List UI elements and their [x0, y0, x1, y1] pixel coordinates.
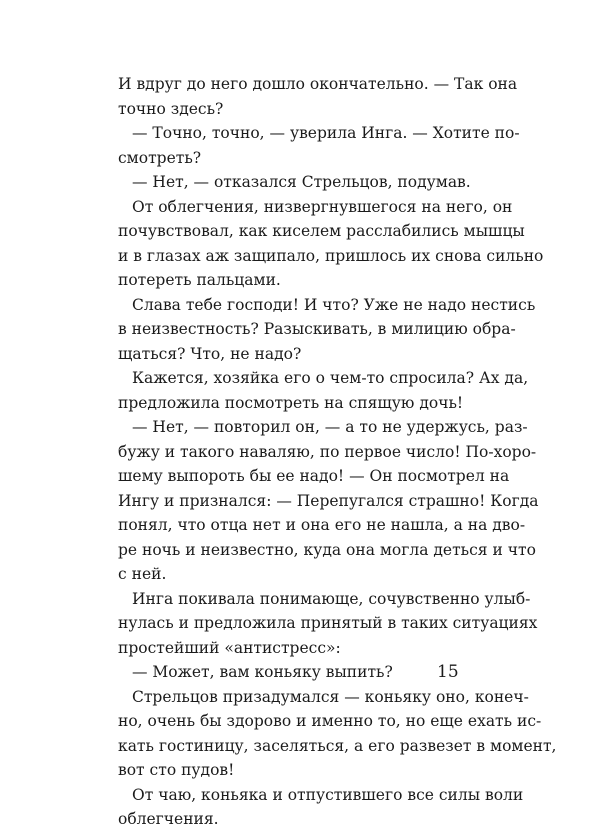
text-line: — Точно, точно, — уверила Инга. — Хотите по- [132, 124, 520, 142]
text-line: бужу и такого наваляю, по первое число! По-хоро- [118, 442, 537, 461]
text-line: Инга покивала понимающе, сочувственно улыб- [132, 589, 531, 608]
text-line: щаться? Что, не надо? [118, 344, 302, 363]
text-line: Стрельцов призадумался — коньяку оно, конеч- [132, 687, 529, 706]
text-line: От чаю, коньяка и отпустившего все силы воли [132, 785, 524, 804]
text-line: Ингу и признался: — Перепугался страшно! Когда [118, 491, 539, 510]
text-line: — Может, вам коньяку выпить? [132, 663, 393, 681]
text-line: потереть пальцами. [118, 271, 281, 289]
text-line: вот сто пудов! [118, 761, 235, 779]
text-line: ре ночь и неизвестно, куда она могла деться и что [118, 540, 536, 559]
text-line: нулась и предложила принятый в таких ситуациях [118, 614, 538, 632]
text-line: понял, что отца нет и она его не нашла, а на дво- [118, 516, 526, 534]
body-text [118, 72, 557, 832]
page-number: 15 [437, 662, 459, 682]
text-line: кать гостиницу, заселяться, а его развезет в момент, [118, 736, 557, 755]
text-line: Слава тебе господи! И что? Уже не надо нестись [132, 295, 536, 314]
text-line: — Нет, — отказался Стрельцов, подумав. [132, 173, 471, 191]
text-line: почувствовал, как киселем расслабились мышцы [118, 222, 525, 240]
text-line: и в глазах аж защипало, пришлось их снова сильно [118, 246, 544, 265]
text-line: но, очень бы здорово и именно то, но еще ехать ис- [118, 712, 542, 730]
text-line: облегчения. [118, 810, 219, 828]
text-line: в неизвестность? Разыскивать, в милицию обра- [118, 320, 516, 338]
text-line: шему выпороть бы ее надо! — Он посмотрел на [118, 467, 510, 485]
text-line: И вдруг до него дошло окончательно. — Так она [118, 75, 518, 93]
text-line: смотреть? [118, 148, 202, 167]
text-line: точно здесь? [118, 99, 224, 118]
text-line: Кажется, хозяйка его о чем-то спросила? Ах да, [132, 369, 529, 387]
text-line: — Нет, — повторил он, — а то не удержусь, раз- [132, 418, 528, 436]
text-line: простейший «антистресс»: [118, 638, 341, 657]
text-line: От облегчения, низвергнувшегося на него, он [132, 197, 513, 216]
text-line: с ней. [118, 565, 167, 583]
text-line: предложила посмотреть на спящую дочь! [118, 393, 464, 412]
